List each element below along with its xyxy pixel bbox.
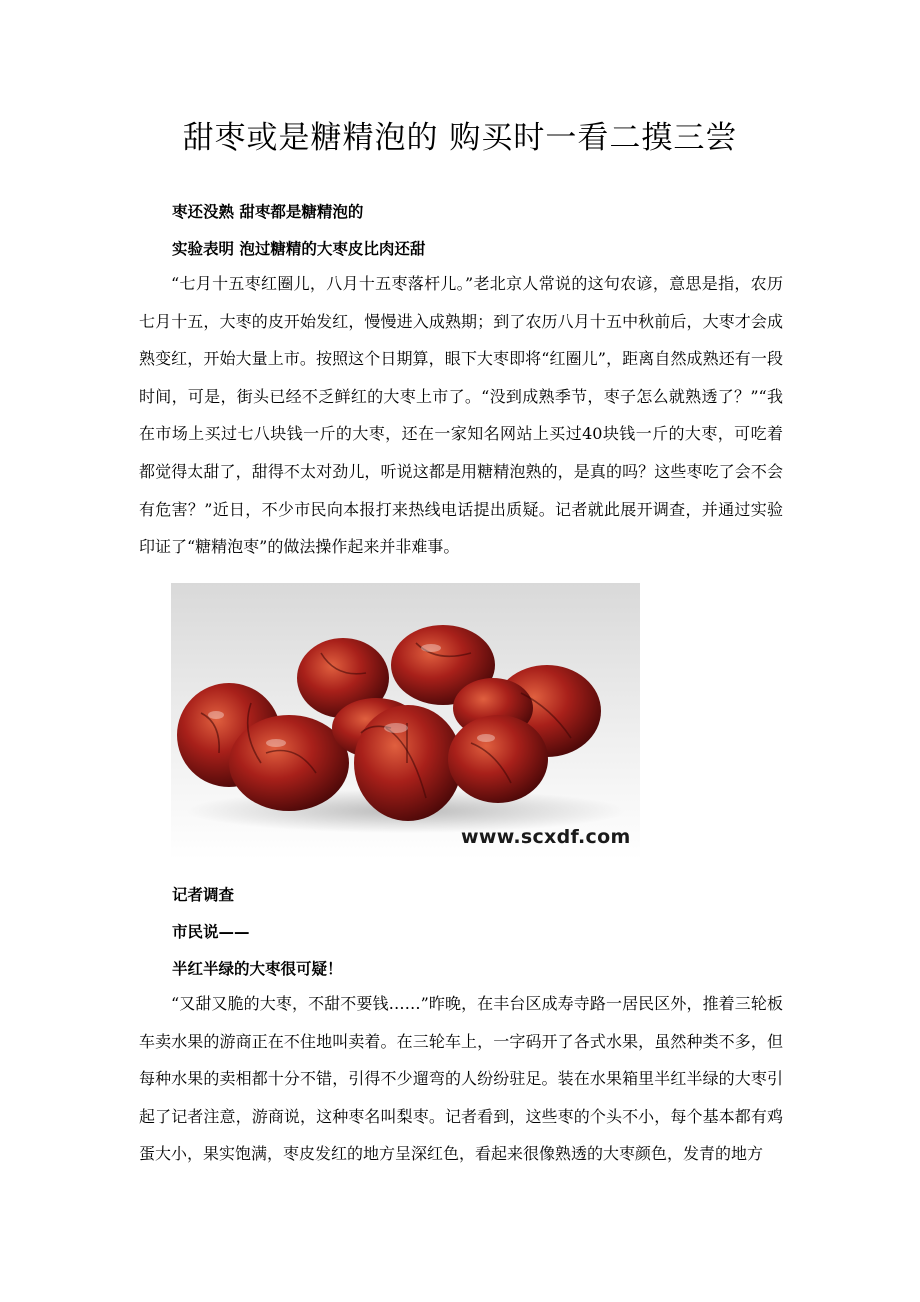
image-watermark: www.scxdf.com: [461, 826, 631, 848]
jujube-photo: [171, 583, 640, 860]
subheading-4: 市民说——: [172, 923, 250, 941]
subheading-3: 记者调查: [172, 886, 235, 904]
subheading-1: 枣还没熟 甜枣都是糖精泡的: [172, 203, 364, 221]
paragraph-1: “七月十五枣红圈儿，八月十五枣落杆儿。”老北京人常说的这句农谚，意思是指，农历七月十五，大枣的皮开始发红，慢慢进入成熟期；到了农历八月十五中秋前后，大枣才会成熟变红，开始大量上市。按照这个日期算，眼下大枣即将“红圈儿”，距离自然成熟还有一段时间，可是，街头已经不乏鲜红的大枣上市了。“没到成熟季节，枣子怎么就熟透了？”“我在市场上买过七八块钱一斤的大枣，还在一家知名网站上买过40块钱一斤的大枣，可吃着都觉得太甜了，甜得不太对劲儿，听说这都是用糖精泡熟的，是真的吗？这些枣吃了会不会有危害？”近日，不少市民向本报打来热线电话提出质疑。记者就此展开调查，并通过实验印证了“糖精泡枣”的做法操作起来并非难事。: [139, 274, 783, 557]
subheading-2: 实验表明 泡过糖精的大枣皮比肉还甜: [172, 240, 426, 258]
paragraph-2: “又甜又脆的大枣，不甜不要钱……”昨晚，在丰台区成寿寺路一居民区外，推着三轮板车卖水果的游商正在不住地叫卖着。在三轮车上，一字码开了各式水果，虽然种类不多，但每种水果的卖相都十分不错，引得不少遛弯的人纷纷驻足。装在水果箱里半红半绿的大枣引起了记者注意，游商说，这种枣名叫梨枣。记者看到，这些枣的个头不小，每个基本都有鸡蛋大小，果实饱满，枣皮发红的地方呈深红色，看起来很像熟透的大枣颜色，发青的地方: [139, 994, 783, 1164]
red-dates-image: [171, 583, 640, 860]
article-title: 甜枣或是糖精泡的 购买时一看二摸三尝: [182, 120, 738, 156]
subheading-5: 半红半绿的大枣很可疑！: [172, 960, 343, 978]
